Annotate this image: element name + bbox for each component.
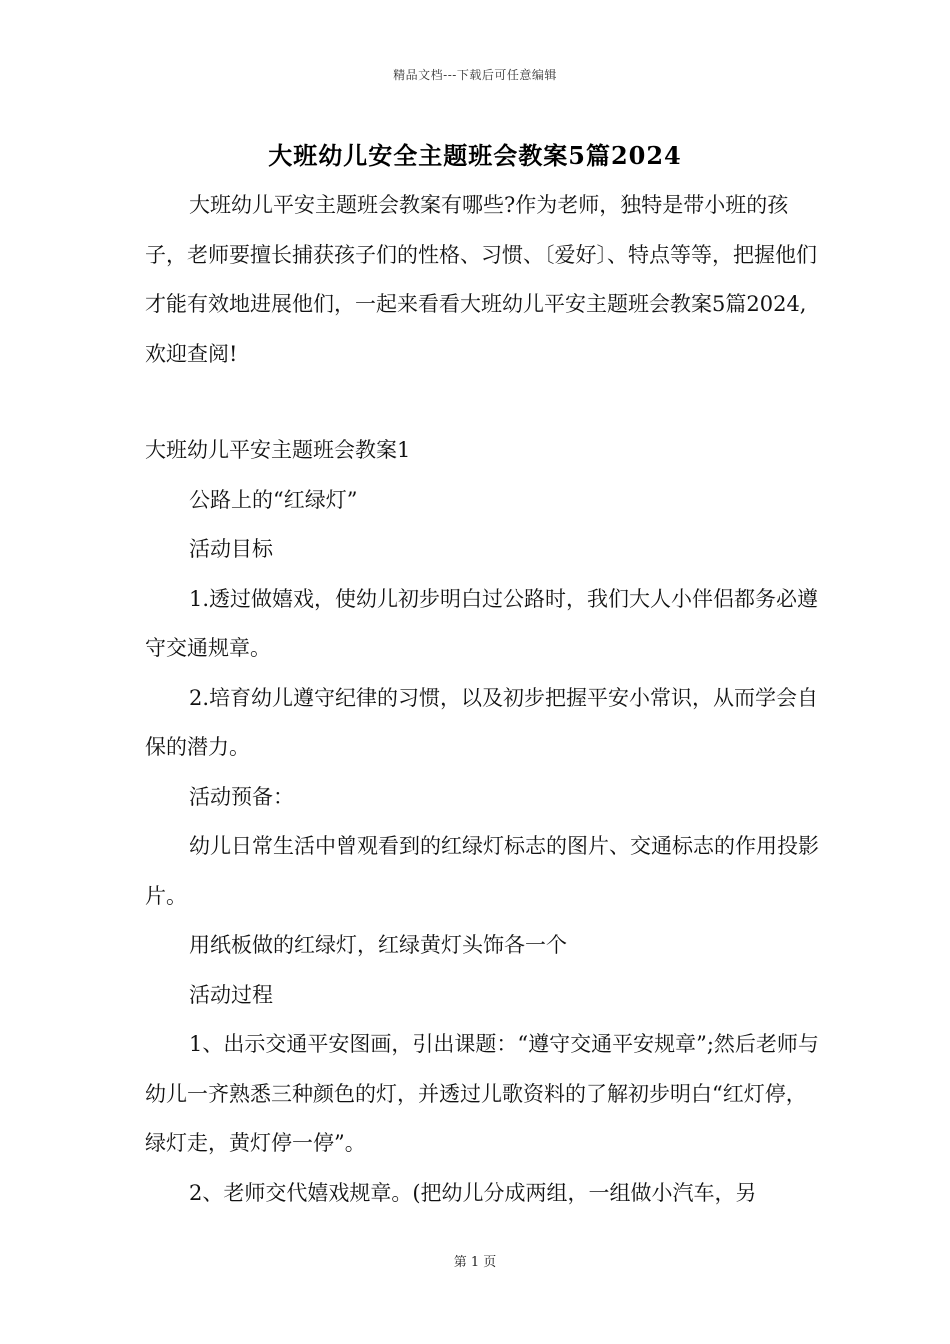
preparation-item-1: 幼儿日常生活中曾观看到的红绿灯标志的图片、交通标志的作用投影片。 (145, 834, 819, 908)
subheading-process: 活动过程 (189, 982, 273, 1007)
intro-paragraph: 大班幼儿平安主题班会教案有哪些?作为老师，独特是带小班的孩子，老师要擅长捕获孩子们的性格、习惯、〔爱好〕、特点等等，把握他们才能有效地进展他们，一起来看看大班幼儿平安主题班会教案5篇2024,欢迎查阅! (145, 193, 817, 366)
page-number: 第 1 页 (453, 1255, 497, 1270)
subheading-activity-goals: 活动目标 (189, 537, 273, 561)
goal-item-2: 2.培育幼儿遵守纪律的习惯，以及初步把握平安小常识，从而学会自保的潜力。 (145, 685, 819, 759)
subheading-preparation: 活动预备： (189, 784, 294, 809)
header-note: 精品文档---下载后可任意编辑 (393, 68, 557, 82)
document-title: 大班幼儿安全主题班会教案5篇2024 (268, 141, 682, 170)
goal-item-1: 1.透过做嬉戏，使幼儿初步明白过公路时，我们大人小伴侣都务必遵守交通规章。 (145, 586, 819, 660)
process-step-1: 1、出示交通平安图画，引出课题：“遵守交通平安规章”;然后老师与幼儿一齐熟悉三种颜色的灯，并透过儿歌资料的了解初步明白“红灯停，绿灯走，黄灯停一停”。 (145, 1032, 819, 1155)
lesson-title: 公路上的“红绿灯” (189, 487, 358, 512)
process-step-2: 2、老师交代嬉戏规章。(把幼儿分成两组，一组做小汽车，另 (189, 1180, 757, 1205)
section-heading: 大班幼儿平安主题班会教案1 (145, 438, 411, 462)
preparation-item-2: 用纸板做的红绿灯，红绿黄灯头饰各一个 (189, 933, 567, 957)
document-body (145, 181, 821, 1218)
